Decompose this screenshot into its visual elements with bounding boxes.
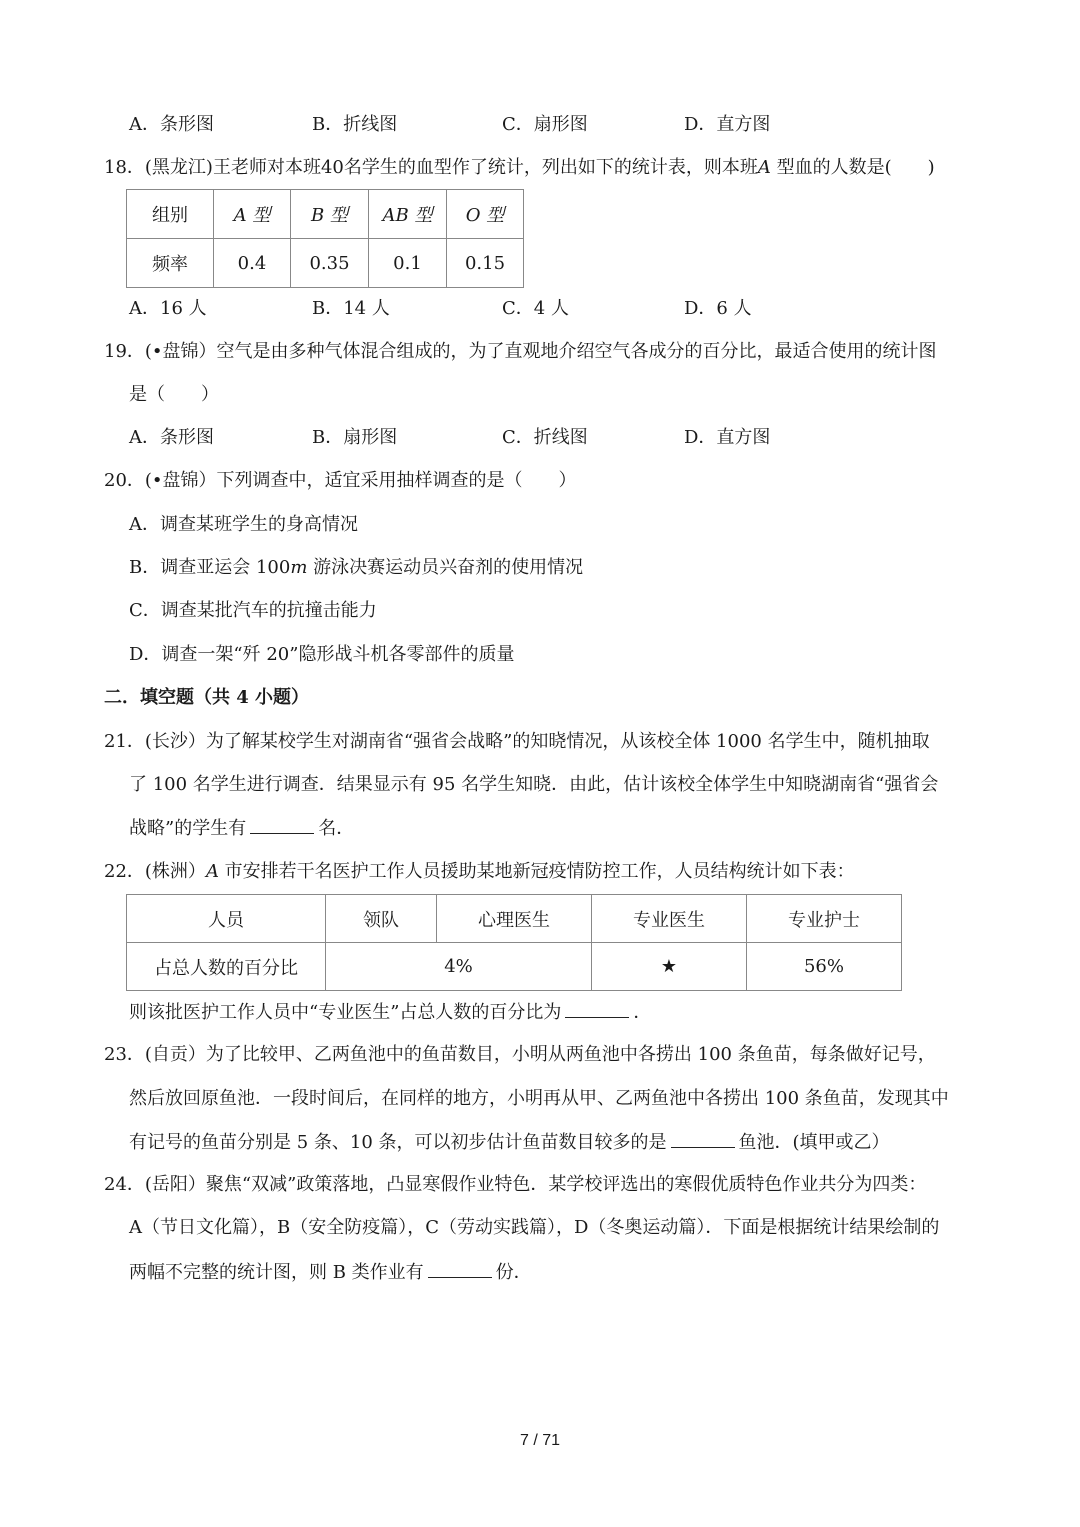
q17-option-b[interactable]: B．折线图 xyxy=(312,114,398,135)
q19-stem-line2: 是（ ） xyxy=(129,384,219,405)
page-number: 7 / 71 xyxy=(519,1432,561,1449)
q22-header-cell: 领队 xyxy=(326,895,437,943)
q22-header-cell: 专业护士 xyxy=(747,895,902,943)
q23-answer-blank[interactable] xyxy=(671,1129,735,1148)
q22-answer-text: 则该批医护工作人员中“专业医生”占总人数的百分比为 xyxy=(129,1002,562,1023)
q22-header-cell: 人员 xyxy=(127,895,326,943)
q18-header-cell: 组别 xyxy=(127,190,214,239)
q24-stem-line3 xyxy=(129,1259,532,1286)
q23-stem-line1: 23．(自贡）为了比较甲、乙两鱼池中的鱼苗数目，小明从两鱼池中各捞出 100 条鱼苗，每条做好记号， xyxy=(104,1044,936,1065)
q18-options xyxy=(129,296,829,322)
q20-option-b-var: m xyxy=(290,557,308,578)
q22-header-cell: 专业医生 xyxy=(592,895,747,943)
q18-option-d[interactable]: D．6 人 xyxy=(684,298,752,319)
q18-table-header-row xyxy=(127,190,524,239)
q17-option-a[interactable]: A．条形图 xyxy=(129,114,214,135)
q18-data-cell: 频率 xyxy=(127,239,214,288)
q22-stem-var: A xyxy=(205,861,219,882)
q21-line3-end: 名． xyxy=(318,818,355,839)
q18-option-a[interactable]: A．16 人 xyxy=(129,298,207,319)
q18-header-cell: A 型 xyxy=(214,190,291,239)
q20-option-a[interactable]: A．调查某班学生的身高情况 xyxy=(129,514,358,535)
q19-options xyxy=(129,425,829,451)
q20-stem: 20．(•盘锦）下列调查中，适宜采用抽样调查的是（ ） xyxy=(104,470,577,491)
q22-stem xyxy=(104,859,855,885)
q23-line3-text: 有记号的鱼苗分别是 5 条、10 条，可以初步估计鱼苗数目较多的是 xyxy=(129,1132,667,1153)
q22-row-label-cell: 占总人数的百分比 xyxy=(127,943,326,991)
q22-table-data-row xyxy=(127,943,902,991)
q20-option-b-part1: B．调查亚运会 100 xyxy=(129,557,291,578)
q21-stem-line3 xyxy=(129,815,354,842)
q22-header-cell: 心理医生 xyxy=(437,895,592,943)
q24-answer-blank[interactable] xyxy=(428,1259,492,1278)
q18-stem xyxy=(104,155,935,181)
q18-blood-type-table xyxy=(126,189,524,288)
q18-table-data-row xyxy=(127,239,524,288)
q20-option-c[interactable]: C．调查某批汽车的抗撞击能力 xyxy=(129,600,377,621)
q17-options xyxy=(129,112,829,138)
q24-line3-text: 两幅不完整的统计图，则 B 类作业有 xyxy=(129,1262,424,1283)
q20-option-d[interactable]: D．调查一架“歼 20”隐形战斗机各零部件的质量 xyxy=(129,644,515,665)
q19-option-b[interactable]: B．扇形图 xyxy=(312,427,398,448)
q21-line3-text: 战略”的学生有 xyxy=(129,818,247,839)
q18-data-cell: 0.15 xyxy=(447,239,524,288)
q18-option-c[interactable]: C．4 人 xyxy=(502,298,569,319)
q22-staff-table xyxy=(126,894,902,991)
q24-stem-line2: A（节日文化篇），B（安全防疫篇），C（劳动实践篇），D（冬奥运动篇）．下面是根据统计结果绘制的 xyxy=(129,1217,940,1238)
q22-star-cell: ★ xyxy=(592,943,747,991)
q22-merged-percent-cell: 4% xyxy=(326,943,592,991)
q18-data-cell: 0.1 xyxy=(369,239,447,288)
q23-stem-line3 xyxy=(129,1129,890,1156)
q22-answer-end: ． xyxy=(633,1002,652,1023)
q18-stem-suffix: 型血的人数是( ) xyxy=(770,157,935,178)
q18-header-cell: O 型 xyxy=(447,190,524,239)
q19-option-c[interactable]: C．折线图 xyxy=(502,427,588,448)
q18-stem-var: A xyxy=(757,157,771,178)
q17-option-c[interactable]: C．扇形图 xyxy=(502,114,588,135)
q18-header-cell: B 型 xyxy=(291,190,369,239)
q21-stem-line1: 21．(长沙）为了解某校学生对湖南省“强省会战略”的知晓情况，从该校全体 1000 名学生中，随机抽取 xyxy=(104,731,930,752)
q23-stem-line2: 然后放回原鱼池．一段时间后，在同样的地方，小明再从甲、乙两鱼池中各捞出 100 条鱼苗，发现其中 xyxy=(129,1088,949,1109)
q22-nurse-percent-cell: 56% xyxy=(747,943,902,991)
q23-line3-end: 鱼池．(填甲或乙） xyxy=(738,1132,890,1153)
q22-answer-line xyxy=(129,999,651,1026)
q22-stem-suffix: 市安排若干名医护工作人员援助某地新冠疫情防控工作，人员结构统计如下表： xyxy=(218,861,855,882)
q22-stem-prefix: 22．(株洲） xyxy=(104,861,206,882)
q18-option-b[interactable]: B．14 人 xyxy=(312,298,390,319)
q18-data-cell: 0.35 xyxy=(291,239,369,288)
q17-option-d[interactable]: D．直方图 xyxy=(684,114,771,135)
q18-header-cell: AB 型 xyxy=(369,190,447,239)
q20-option-b[interactable] xyxy=(129,555,583,581)
q24-stem-line1: 24．(岳阳）聚焦“双减”政策落地，凸显寒假作业特色．某学校评选出的寒假优质特色作业共分为四类： xyxy=(104,1174,927,1195)
q21-answer-blank[interactable] xyxy=(250,815,314,834)
q18-data-cell: 0.4 xyxy=(214,239,291,288)
q22-answer-blank[interactable] xyxy=(565,999,629,1018)
q22-table-header-row xyxy=(127,895,902,943)
q20-option-b-part2: 游泳决赛运动员兴奋剂的使用情况 xyxy=(307,557,584,578)
q19-option-d[interactable]: D．直方图 xyxy=(684,427,771,448)
q19-option-a[interactable]: A．条形图 xyxy=(129,427,214,448)
q21-stem-line2: 了 100 名学生进行调查．结果显示有 95 名学生知晓．由此，估计该校全体学生中知晓湖南省“强省会 xyxy=(129,774,939,795)
q18-stem-prefix: 18．(黑龙江)王老师对本班40名学生的血型作了统计，列出如下的统计表，则本班 xyxy=(104,157,758,178)
q19-stem-line1: 19．(•盘锦）空气是由多种气体混合组成的，为了直观地介绍空气各成分的百分比，最适合使用的统计图 xyxy=(104,341,937,362)
q24-line3-end: 份． xyxy=(495,1262,532,1283)
section-heading-fill-in: 二．填空题（共 4 小题） xyxy=(104,687,310,708)
